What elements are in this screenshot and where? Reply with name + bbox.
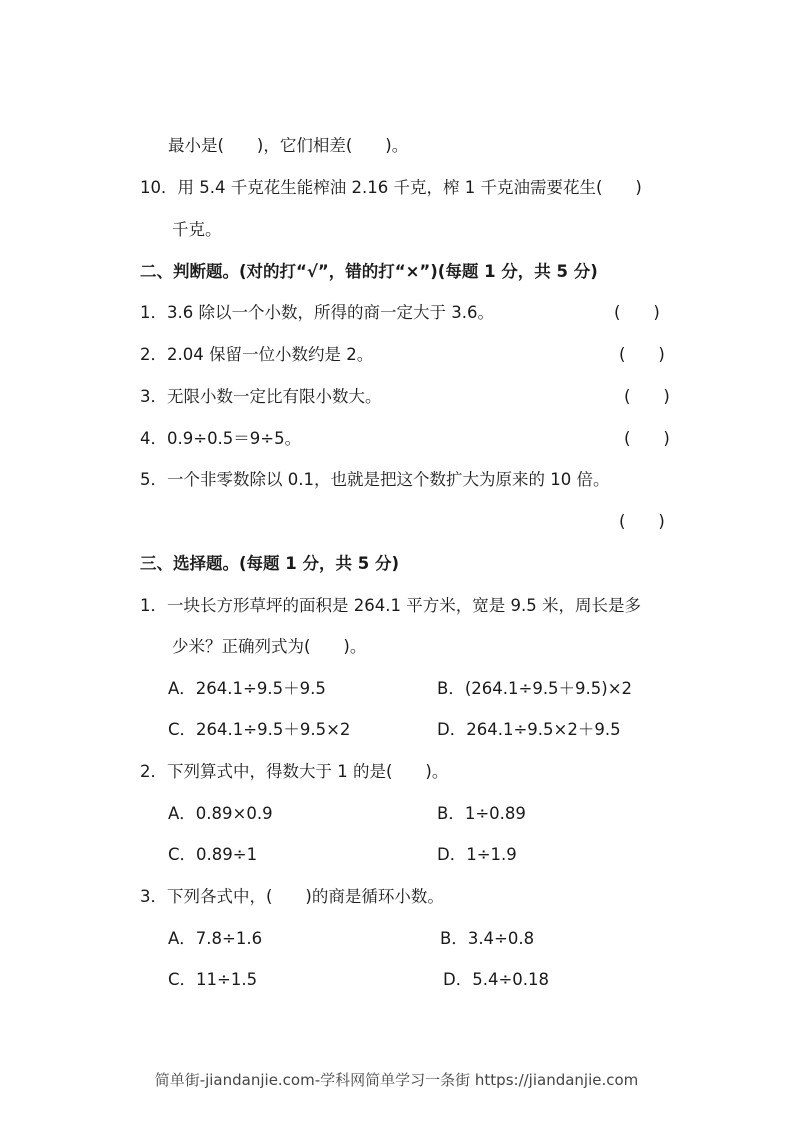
section3-title: 三、选择题。(每题 1 分，共 5 分) [140, 554, 400, 573]
q10-line2: 千克。 [172, 220, 222, 239]
choice-q1-option-d[interactable]: D．264.1÷9.5×2＋9.5 [437, 720, 621, 739]
choice-q3-option-a[interactable]: A．7.8÷1.6 [168, 929, 263, 948]
judge-item-4: 4．0.9÷0.5＝9÷5。 [140, 429, 302, 448]
choice-q1-option-b[interactable]: B．(264.1÷9.5＋9.5)×2 [437, 679, 633, 698]
choice-q3-option-c[interactable]: C．11÷1.5 [168, 970, 258, 989]
choice-q3-option-b[interactable]: B．3.4÷0.8 [440, 929, 535, 948]
judge-answer-2[interactable]: ( ) [619, 345, 665, 364]
q10-line1: 10．用 5.4 千克花生能榨油 2.16 千克，榨 1 千克油需要花生( ) [140, 178, 642, 197]
judge-answer-5[interactable]: ( ) [619, 512, 665, 531]
choice-q1-option-c[interactable]: C．264.1÷9.5＋9.5×2 [168, 720, 351, 739]
choice-q2: 2．下列算式中，得数大于 1 的是( )。 [140, 762, 449, 781]
judge-item-2: 2．2.04 保留一位小数约是 2。 [140, 345, 374, 364]
judge-answer-3[interactable]: ( ) [624, 387, 670, 406]
choice-q1-option-a[interactable]: A．264.1÷9.5＋9.5 [168, 679, 326, 698]
judge-item-1: 1．3.6 除以一个小数，所得的商一定大于 3.6。 [140, 303, 494, 322]
page-footer: 简单街-jiandanjie.com-学科网简单学习一条街 https://jiandanjie.com [154, 1071, 639, 1089]
choice-q2-option-a[interactable]: A．0.89×0.9 [168, 804, 273, 823]
judge-answer-1[interactable]: ( ) [614, 303, 660, 322]
q9-continuation: 最小是( )，它们相差( )。 [168, 136, 409, 155]
section2-title: 二、判断题。(对的打“√”，错的打“×”)(每题 1 分，共 5 分) [140, 262, 598, 281]
judge-item-3: 3．无限小数一定比有限小数大。 [140, 387, 382, 406]
choice-q1-line1: 1．一块长方形草坪的面积是 264.1 平方米，宽是 9.5 米，周长是多 [140, 596, 641, 615]
choice-q2-option-d[interactable]: D．1÷1.9 [437, 845, 517, 864]
choice-q2-option-c[interactable]: C．0.89÷1 [168, 845, 258, 864]
judge-item-5: 5．一个非零数除以 0.1，也就是把这个数扩大为原来的 10 倍。 [140, 470, 610, 489]
choice-q3-option-d[interactable]: D．5.4÷0.18 [443, 970, 550, 989]
choice-q1-line2: 少米？正确列式为( )。 [172, 637, 367, 656]
choice-q2-option-b[interactable]: B．1÷0.89 [437, 804, 526, 823]
judge-answer-4[interactable]: ( ) [624, 429, 670, 448]
choice-q3: 3．下列各式中，( )的商是循环小数。 [140, 887, 444, 906]
